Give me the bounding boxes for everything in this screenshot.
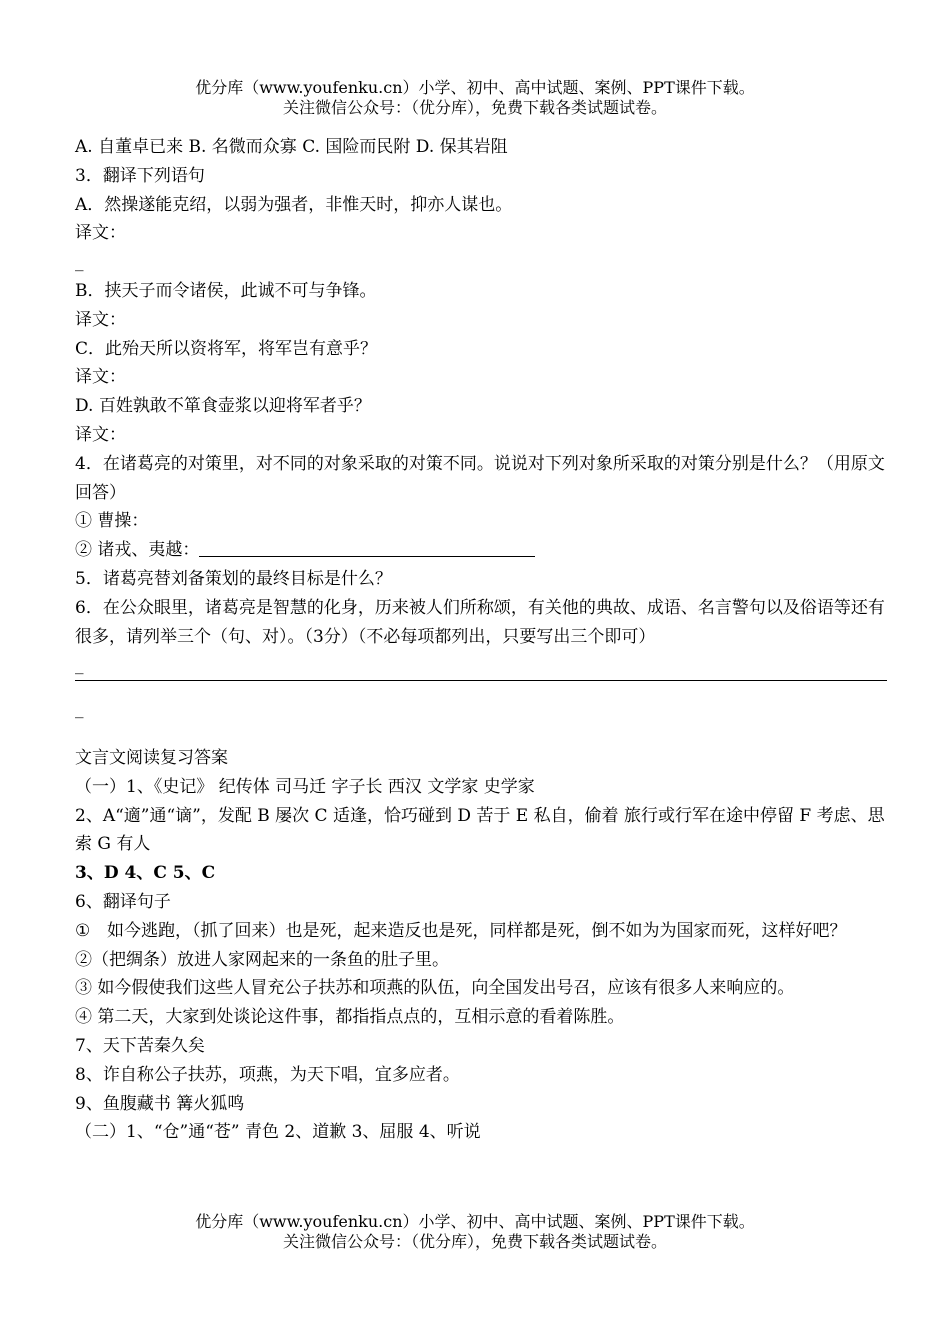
footer-line-2: 关注微信公众号：（优分库），免费下载各类试题试卷。 (282, 1232, 667, 1251)
q4-item-caocao: ① 曹操： (75, 511, 149, 532)
answer-blank-mark: _ (75, 655, 84, 676)
q2-options: A. 自董卓已来 B. 名微而众寡 C. 国险而民附 D. 保其岩阻 (75, 137, 508, 157)
answer-8: 8、诈自称公子扶苏，项燕，为天下唱，宜多应者。 (75, 1064, 460, 1085)
answer-1: （一）1、《史记》 纪传体 司马迁 字子长 西汉 文学家 史学家 (75, 776, 535, 797)
answer-6-item-1-text: 如今逃跑，（抓了回来）也是死，起来造反也是死，同样都是死，倒不如为为国家而死，这样好吧？ (107, 920, 847, 941)
translation-label-b: 译文： (75, 309, 126, 330)
answer-6-item-4: ④ 第二天，大家到处谈论这件事，都指指点点的，互相示意的看着陈胜。 (75, 1007, 625, 1028)
answer-6-item-2: ②（把绸条）放进人家网起来的一条鱼的肚子里。 (75, 949, 449, 970)
answer-blank-mark: _ (75, 699, 84, 720)
q3-sentence-b: B．挟天子而令诸侯，此诚不可与争锋。 (75, 280, 377, 301)
translation-label-a: 译文： (75, 223, 126, 244)
answer-6-item-1 (75, 917, 887, 946)
header-line-2: 关注微信公众号：（优分库），免费下载各类试题试卷。 (282, 98, 667, 117)
q4-item-rong-yue (75, 536, 887, 565)
page-header (0, 78, 950, 118)
answer-6-item-1-number: ① (75, 920, 91, 941)
document-body (75, 133, 887, 1147)
section-gap (75, 724, 887, 744)
answer-2: 2、A“適”通“谪”，发配 B 屡次 C 适逢，恰巧碰到 D 苦于 E 私自，偷着 旅行或行军在途中停留 F 考虑、思索 G 有人 (75, 805, 885, 855)
answer-7: 7、天下苦秦久矣 (75, 1035, 205, 1056)
q3-sentence-a: A．然操遂能克绍，以弱为强者，非惟天时，抑亦人谋也。 (75, 194, 513, 215)
answer-section-2: （二）1、“仓”通“苍” 青色 2、道歉 3、屈服 4、听说 (75, 1122, 481, 1143)
q3-sentence-c: C．此殆天所以资将军，将军岂有意乎？ (75, 338, 378, 359)
q3-title: 3．翻译下列语句 (75, 165, 205, 186)
header-line-1: 优分库（www.youfenku.cn）小学、初中、高中试题、案例、PPT课件下载。 (195, 78, 755, 97)
answer-6-title: 6、翻译句子 (75, 891, 171, 912)
translation-label-c: 译文： (75, 367, 126, 388)
q5-prompt: 5．诸葛亮替刘备策划的最终目标是什么？ (75, 568, 392, 589)
translation-label-d: 译文： (75, 424, 126, 445)
answer-blank-line (199, 538, 535, 557)
answer-3-5: 3、D 4、C 5、C (75, 863, 216, 884)
answer-9: 9、鱼腹藏书 篝火狐鸣 (75, 1093, 245, 1114)
page-footer (0, 1212, 950, 1252)
footer-line-1: 优分库（www.youfenku.cn）小学、初中、高中试题、案例、PPT课件下载。 (195, 1212, 755, 1231)
answer-rule-line (75, 680, 887, 681)
answer-blank-mark: _ (75, 252, 84, 273)
answers-title: 文言文阅读复习答案 (75, 747, 228, 768)
q4-item-rong-yue-label: ② 诸戎、夷越： (75, 540, 200, 561)
q4-prompt: 4．在诸葛亮的对策里，对不同的对象采取的对策不同。说说对下列对象所采取的对策分别是什么？（用原文回答） (75, 453, 885, 503)
q6-prompt: 6．在公众眼里，诸葛亮是智慧的化身，历来被人们所称颂，有关他的典故、成语、名言警句以及俗语等还有很多，请列举三个（句、对）。（3分）（不必每项都列出，只要写出三个即可） (75, 597, 885, 647)
q3-sentence-d: D. 百姓孰敢不箪食壶浆以迎将军者乎？ (75, 396, 371, 417)
answer-6-item-3: ③ 如今假使我们这些人冒充公子扶苏和项燕的队伍，向全国发出号召，应该有很多人来响应的。 (75, 978, 795, 999)
